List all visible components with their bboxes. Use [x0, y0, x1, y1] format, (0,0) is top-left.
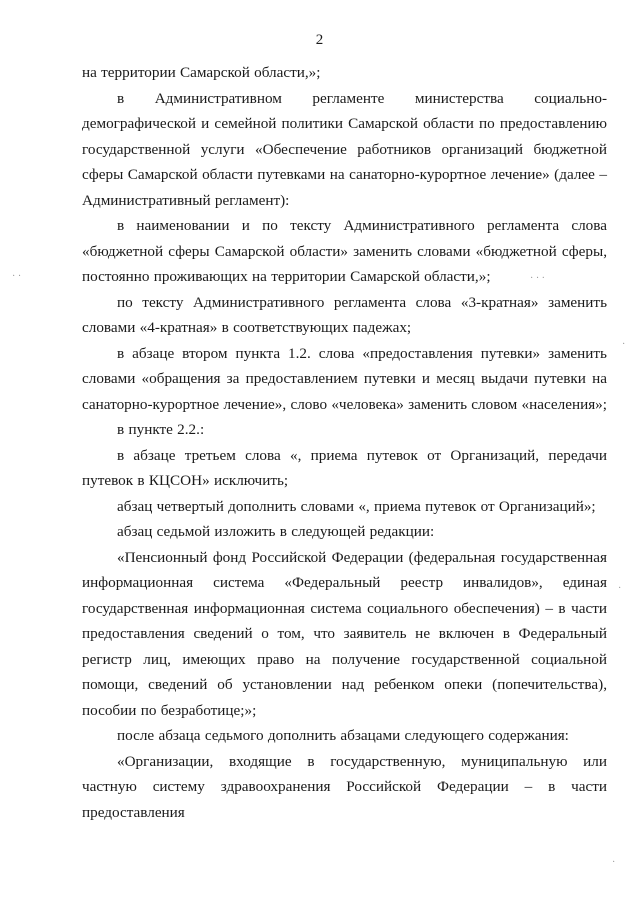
document-body	[82, 60, 607, 825]
scan-speck: · · ·	[530, 273, 545, 284]
paragraph-3: в наименовании и по тексту Административного регламента слова «бюджетной сферы Самарской области» заменить словами «бюджетной сферы, постоянно проживающих на территории Самарской области,»;	[82, 217, 607, 285]
scan-speck: ·	[622, 339, 626, 350]
paragraph-12: «Организации, входящие в государственную, муниципальную или частную систему здравоохранения Российской Федерации – в части предоставления	[82, 752, 607, 821]
paragraph-8: абзац четвертый дополнить словами «, приема путевок от Организаций»;	[117, 497, 596, 515]
scan-speck: · ·	[12, 271, 22, 282]
paragraph-10: «Пенсионный фонд Российской Федерации (федеральная государственная информационная система «Федеральный реестр инвалидов», единая государственная информационная система социального обеспечения) – в части предоставления сведений о том, что заявитель не включен в Федеральный регистр лиц, имеющих право на получение государственной социальной помощи, сведений об установлении над ребенком опеки (попечительства), пособии по безработице;»;	[82, 548, 607, 719]
scan-speck: ·	[618, 583, 622, 594]
paragraph-7: в абзаце третьем слова «, приема путевок от Организаций, передачи путевок в КЦСОН» исключить;	[82, 446, 607, 489]
paragraph-11: после абзаца седьмого дополнить абзацами следующего содержания:	[117, 727, 569, 744]
paragraph-4: по тексту Административного регламента слова «3-кратная» заменить словами «4-кратная» в соответствующих падежах;	[82, 293, 607, 336]
paragraph-9: абзац седьмой изложить в следующей редакции:	[117, 523, 435, 540]
paragraph-2: в Административном регламенте министерства социально-демографической и семейной политики Самарской области по предоставлению государственной услуги «Обеспечение работников организаций бюджетной сферы Самарской области путевками на санаторно-курортное лечение» (далее – Административный регламент):	[82, 89, 607, 209]
scan-speck: ·	[612, 857, 616, 868]
paragraph-6: в пункте 2.2.:	[117, 421, 205, 438]
page-number: 2	[315, 32, 324, 48]
paragraph-1: на территории Самарской области,»;	[82, 64, 321, 81]
paragraph-5: в абзаце втором пункта 1.2. слова «предоставления путевки» заменить словами «обращения за предоставлением путевки и месяц выдачи путевки на санаторно-курортное лечение», слово «человека» заменить словом «населения»;	[82, 344, 607, 413]
